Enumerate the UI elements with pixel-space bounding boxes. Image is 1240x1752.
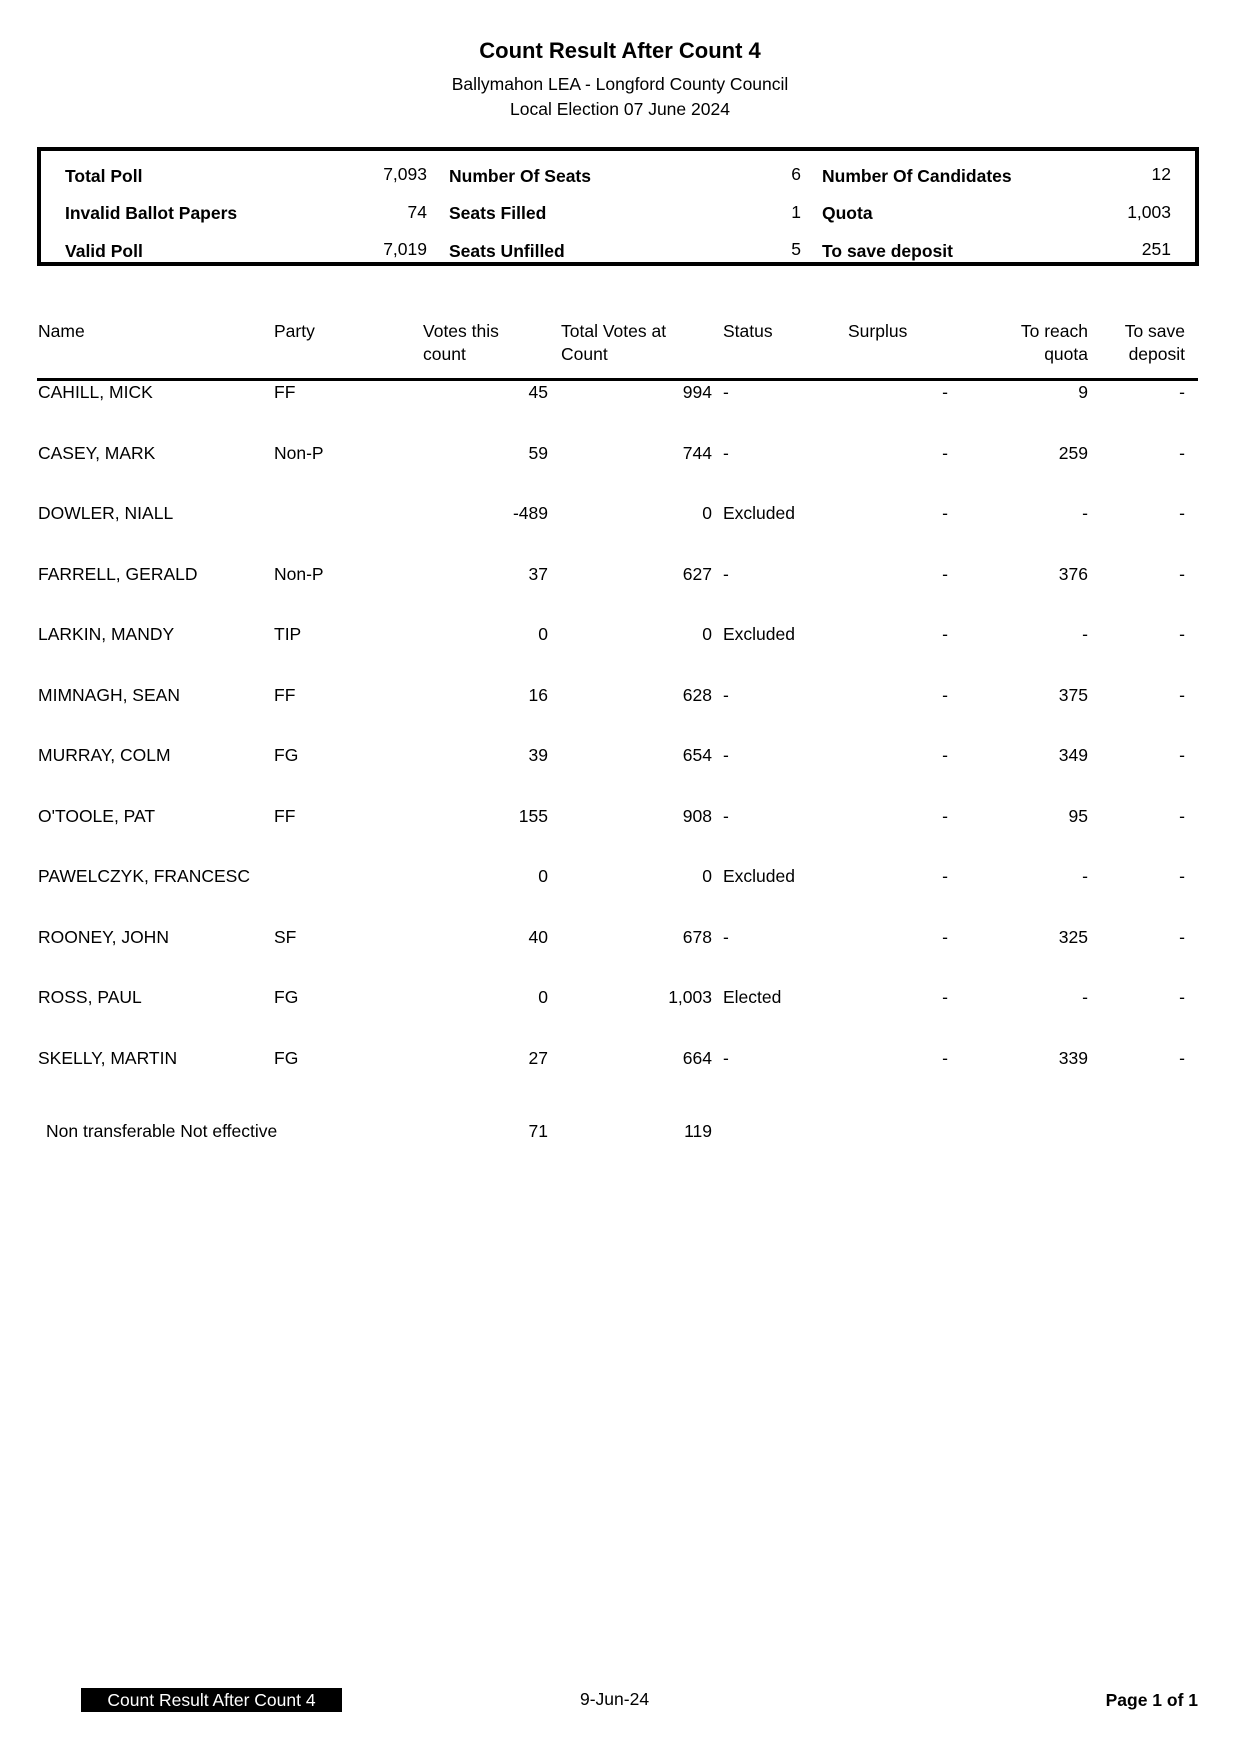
total-votes: 654: [682, 745, 712, 765]
candidate-name: MURRAY, COLM: [38, 745, 171, 765]
column-header-reach: [988, 320, 1088, 366]
votes-this-count: 71: [528, 1121, 548, 1141]
total-votes: 744: [682, 443, 712, 463]
column-header-text: To reach: [1020, 321, 1088, 341]
summary-label: Valid Poll: [65, 241, 143, 261]
to-save-deposit: -: [1179, 866, 1185, 886]
summary-value: 6: [791, 164, 801, 184]
column-header-text: count: [423, 344, 466, 364]
candidate-party: FG: [274, 745, 299, 765]
table-row: [0, 745, 1240, 775]
total-votes: 0: [702, 866, 712, 886]
column-header-text: Total Votes at: [561, 321, 667, 341]
nontransferable-row: [0, 1121, 1240, 1151]
to-save-deposit: -: [1179, 745, 1185, 765]
votes-this-count: 0: [538, 866, 548, 886]
summary-box: [37, 147, 1199, 266]
to-reach-quota: -: [1082, 503, 1088, 523]
candidate-status: -: [723, 564, 729, 584]
candidate-name: CAHILL, MICK: [38, 382, 153, 402]
surplus-value: -: [942, 806, 948, 826]
candidate-name: MIMNAGH, SEAN: [38, 685, 180, 705]
total-votes: 1,003: [668, 987, 712, 1007]
column-header-total: [561, 320, 666, 366]
column-header-text: Votes this: [423, 321, 499, 341]
table-row: [0, 1048, 1240, 1078]
to-reach-quota: 349: [1058, 745, 1088, 765]
total-votes: 628: [682, 685, 712, 705]
candidate-party: FF: [274, 685, 296, 705]
candidate-name: LARKIN, MANDY: [38, 624, 175, 644]
candidate-name: O'TOOLE, PAT: [38, 806, 156, 826]
votes-this-count: 39: [528, 745, 548, 765]
to-reach-quota: -: [1082, 624, 1088, 644]
total-votes: 908: [682, 806, 712, 826]
to-reach-quota: 339: [1058, 1048, 1088, 1068]
summary-label: Number Of Candidates: [822, 166, 1012, 186]
summary-value: 251: [1141, 239, 1171, 259]
summary-label: Seats Filled: [449, 203, 547, 223]
to-reach-quota: 259: [1058, 443, 1088, 463]
to-reach-quota: 9: [1078, 382, 1088, 402]
to-save-deposit: -: [1179, 443, 1185, 463]
total-votes: 119: [684, 1121, 712, 1141]
to-save-deposit: -: [1179, 685, 1185, 705]
candidate-name: ROSS, PAUL: [38, 987, 142, 1007]
to-save-deposit: -: [1179, 564, 1185, 584]
surplus-value: -: [942, 624, 948, 644]
to-reach-quota: -: [1082, 866, 1088, 886]
header-divider: [37, 378, 1198, 381]
table-row: [0, 987, 1240, 1017]
to-save-deposit: -: [1179, 1048, 1185, 1068]
candidate-status: -: [723, 927, 729, 947]
summary-label: Invalid Ballot Papers: [65, 203, 238, 223]
candidate-status: -: [723, 745, 729, 765]
candidate-party: Non-P: [274, 564, 324, 584]
surplus-value: -: [942, 987, 948, 1007]
footer-report-name: Count Result After Count 4: [81, 1688, 342, 1712]
candidate-name: ROONEY, JOHN: [38, 927, 169, 947]
votes-this-count: 16: [528, 685, 548, 705]
column-header-text: deposit: [1128, 344, 1185, 364]
candidate-name: SKELLY, MARTIN: [38, 1048, 178, 1068]
column-header-text: Count: [561, 344, 608, 364]
votes-this-count: 59: [528, 443, 548, 463]
candidate-party: FF: [274, 382, 296, 402]
column-header-party: Party: [274, 321, 315, 341]
surplus-value: -: [942, 745, 948, 765]
candidate-status: -: [723, 806, 729, 826]
surplus-value: -: [942, 503, 948, 523]
candidate-status: -: [723, 685, 729, 705]
summary-value: 7,019: [383, 239, 427, 259]
to-reach-quota: -: [1082, 987, 1088, 1007]
table-row: [0, 443, 1240, 473]
total-votes: 994: [682, 382, 712, 402]
table-row: [0, 624, 1240, 654]
to-save-deposit: -: [1179, 382, 1185, 402]
total-votes: 0: [702, 503, 712, 523]
summary-label: Seats Unfilled: [449, 241, 565, 261]
table-row: [0, 503, 1240, 533]
to-save-deposit: -: [1179, 806, 1185, 826]
total-votes: 664: [682, 1048, 712, 1068]
candidate-status: -: [723, 1048, 729, 1068]
candidate-status: -: [723, 443, 729, 463]
candidate-party: FF: [274, 806, 296, 826]
total-votes: 627: [682, 564, 712, 584]
summary-value: 12: [1151, 164, 1171, 184]
column-header-name: Name: [38, 321, 85, 341]
summary-value: 74: [407, 202, 427, 222]
total-votes: 0: [702, 624, 712, 644]
table-row: [0, 866, 1240, 896]
column-header-text: To save: [1124, 321, 1185, 341]
surplus-value: -: [942, 443, 948, 463]
to-reach-quota: 375: [1058, 685, 1088, 705]
votes-this-count: 45: [528, 382, 548, 402]
summary-label: Quota: [822, 203, 873, 223]
candidate-party: FG: [274, 987, 299, 1007]
table-row: [0, 685, 1240, 715]
footer-date: 9-Jun-24: [580, 1689, 650, 1709]
surplus-value: -: [942, 564, 948, 584]
column-header-status: Status: [723, 321, 773, 341]
to-save-deposit: -: [1179, 987, 1185, 1007]
votes-this-count: 37: [528, 564, 548, 584]
page-title: Count Result After Count 4: [479, 38, 761, 63]
table-row: [0, 806, 1240, 836]
candidate-name: DOWLER, NIALL: [38, 503, 174, 523]
candidate-status: Excluded: [723, 866, 795, 886]
votes-this-count: -489: [512, 503, 548, 523]
column-header-text: quota: [1044, 344, 1088, 364]
candidate-status: Excluded: [723, 503, 795, 523]
footer-page-number: Page 1 of 1: [1105, 1690, 1198, 1710]
candidate-status: Elected: [723, 987, 782, 1007]
table-row: [0, 927, 1240, 957]
surplus-value: -: [942, 382, 948, 402]
summary-label: To save deposit: [822, 241, 953, 261]
election-area: Ballymahon LEA - Longford County Council: [451, 74, 789, 94]
candidate-status: -: [723, 382, 729, 402]
to-save-deposit: -: [1179, 503, 1185, 523]
candidate-name: CASEY, MARK: [38, 443, 156, 463]
surplus-value: -: [942, 866, 948, 886]
to-reach-quota: 95: [1068, 806, 1088, 826]
candidate-party: SF: [274, 927, 297, 947]
candidate-party: TIP: [274, 624, 302, 644]
to-save-deposit: -: [1179, 927, 1185, 947]
election-name: Local Election 07 June 2024: [510, 99, 730, 119]
total-votes: 678: [682, 927, 712, 947]
votes-this-count: 0: [538, 624, 548, 644]
column-header-surplus: Surplus: [848, 321, 908, 341]
summary-label: Total Poll: [65, 166, 143, 186]
summary-value: 5: [791, 239, 801, 259]
summary-value: 7,093: [383, 164, 427, 184]
to-reach-quota: 325: [1058, 927, 1088, 947]
summary-value: 1,003: [1127, 202, 1171, 222]
candidate-party: FG: [274, 1048, 299, 1068]
votes-this-count: 0: [538, 987, 548, 1007]
surplus-value: -: [942, 1048, 948, 1068]
table-row: [0, 382, 1240, 412]
to-save-deposit: -: [1179, 624, 1185, 644]
to-reach-quota: 376: [1058, 564, 1088, 584]
surplus-value: -: [942, 927, 948, 947]
column-header-deposit: [1085, 320, 1185, 366]
votes-this-count: 155: [518, 806, 548, 826]
candidate-party: Non-P: [274, 443, 324, 463]
summary-label: Number Of Seats: [449, 166, 591, 186]
table-row: [0, 564, 1240, 594]
summary-value: 1: [791, 202, 801, 222]
votes-this-count: 40: [528, 927, 548, 947]
candidate-name: FARRELL, GERALD: [38, 564, 198, 584]
votes-this-count: 27: [528, 1048, 548, 1068]
column-header-votes: [423, 320, 499, 366]
surplus-value: -: [942, 685, 948, 705]
candidate-name: PAWELCZYK, FRANCESC: [38, 866, 250, 886]
candidate-status: Excluded: [723, 624, 795, 644]
nontransferable-label: Non transferable Not effective: [46, 1121, 278, 1141]
